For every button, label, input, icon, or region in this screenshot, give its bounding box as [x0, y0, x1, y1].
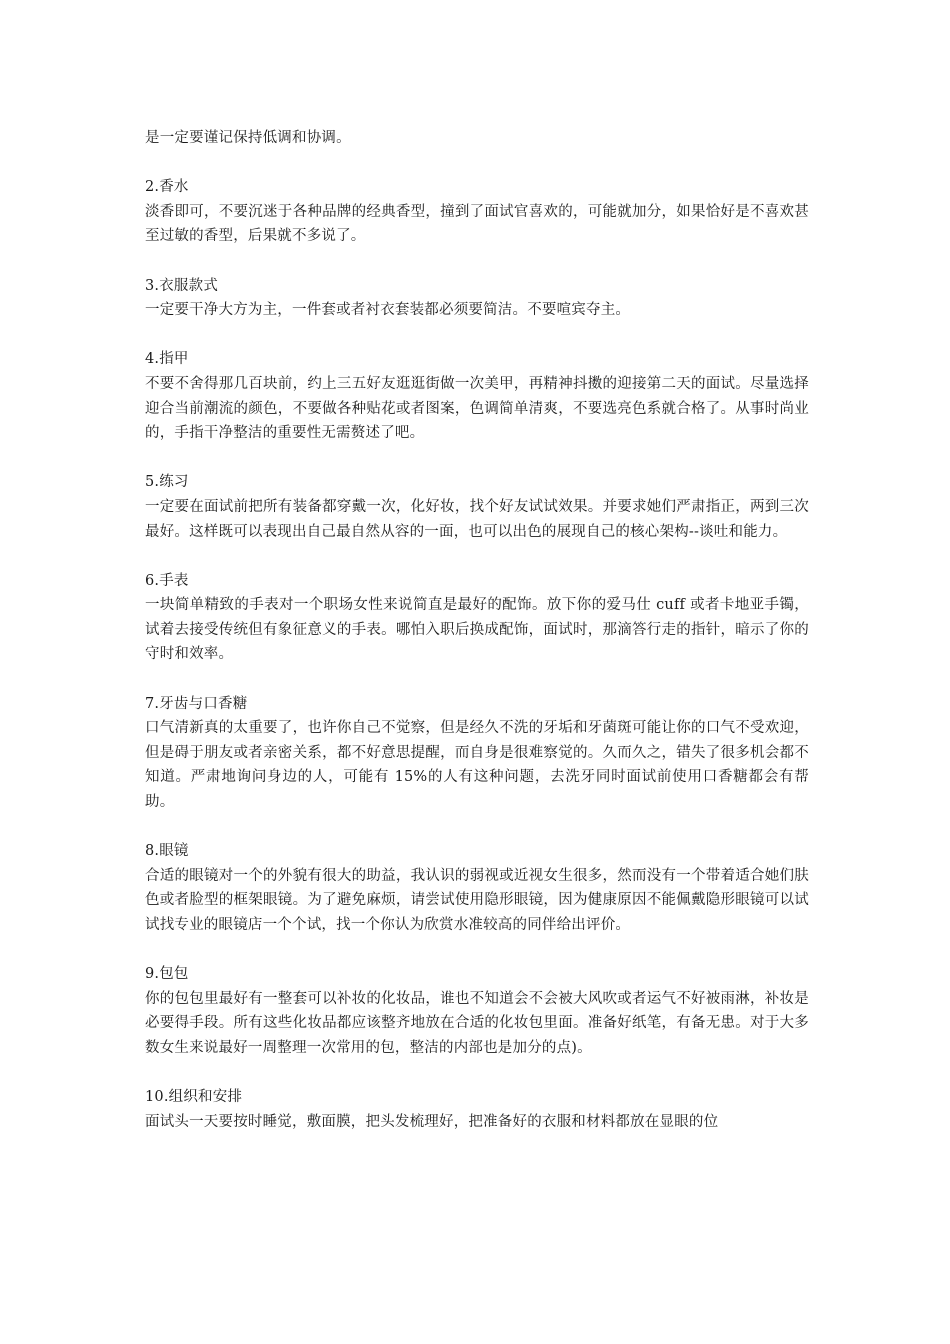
section-body: 一块简单精致的手表对一个职场女性来说简直是最好的配饰。放下你的爱马仕 cuff 或者卡地亚手镯，试着去接受传统但有象征意义的手表。哪怕入职后换成配饰，面试时，那滴答行走的指针，暗示了你的守时和效率。 — [145, 597, 809, 663]
intro-paragraph: 是一定要谨记保持低调和协调。 — [145, 130, 351, 146]
section-heading: 4.指甲 — [145, 351, 189, 368]
section-heading: 3.衣服款式 — [145, 277, 219, 294]
section-bag — [145, 962, 809, 1060]
section-heading: 10.组织和安排 — [145, 1089, 243, 1106]
section-body: 口气清新真的太重要了，也许你自己不觉察，但是经久不洗的牙垢和牙菌斑可能让你的口气不受欢迎，但是碍于朋友或者亲密关系，都不好意思提醒，而自身是很难察觉的。久而久之，错失了很多机会都不知道。严肃地询问身边的人，可能有 15%的人有这种问题，去洗牙同时面试前使用口香糖都会有帮助。 — [145, 720, 809, 811]
document-body — [145, 126, 809, 1134]
section-body: 一定要干净大方为主，一件套或者衬衣套装都必须要简洁。不要喧宾夺主。 — [145, 302, 631, 319]
section-heading: 2.香水 — [145, 179, 189, 196]
section-body: 一定要在面试前把所有装备都穿戴一次，化好妆，找个好友试试效果。并要求她们严肃指正，两到三次最好。这样既可以表现出自己最自然从容的一面，也可以出色的展现自己的核心架构--谈吐和能力。 — [145, 498, 809, 540]
section-teeth-gum — [145, 692, 809, 815]
section-clothing-style — [145, 274, 809, 323]
section-glasses — [145, 839, 809, 937]
section-heading: 8.眼镜 — [145, 843, 189, 860]
section-body: 不要不舍得那几百块前，约上三五好友逛逛街做一次美甲，再精神抖擞的迎接第二天的面试。尽量选择迎合当前潮流的颜色，不要做各种贴花或者图案，色调简单清爽，不要选亮色系就合格了。从事时尚业的，手指干净整洁的重要性无需赘述了吧。 — [145, 375, 809, 442]
section-body: 面试头一天要按时睡觉，敷面膜，把头发梳理好，把准备好的衣服和材料都放在显眼的位 — [145, 1113, 719, 1130]
section-organization — [145, 1085, 809, 1134]
section-heading: 9.包包 — [145, 966, 189, 983]
section-practice — [145, 470, 809, 544]
section-body: 淡香即可，不要沉迷于各种品牌的经典香型，撞到了面试官喜欢的，可能就加分，如果恰好是不喜欢甚至过敏的香型，后果就不多说了。 — [145, 203, 809, 245]
section-heading: 6.手表 — [145, 572, 189, 589]
section-nails — [145, 347, 809, 445]
section-heading: 7.牙齿与口香糖 — [145, 695, 248, 712]
section-heading: 5.练习 — [145, 474, 189, 491]
section-body: 你的包包里最好有一整套可以补妆的化妆品，谁也不知道会不会被大风吹或者运气不好被雨淋，补妆是必要得手段。所有这些化妆品都应该整齐地放在合适的化妆包里面。准备好纸笔，有备无患。对于大多数女生来说最好一周整理一次常用的包，整洁的内部也是加分的点)。 — [145, 990, 809, 1056]
section-perfume — [145, 175, 809, 249]
section-body: 合适的眼镜对一个的外貌有很大的助益，我认识的弱视或近视女生很多，然而没有一个带着适合她们肤色或者脸型的框架眼镜。为了避免麻烦，请尝试使用隐形眼镜，因为健康原因不能佩戴隐形眼镜可以试试找专业的眼镜店一个个试，找一个你认为欣赏水准较高的同伴给出评价。 — [145, 867, 809, 933]
section-watch — [145, 569, 809, 667]
